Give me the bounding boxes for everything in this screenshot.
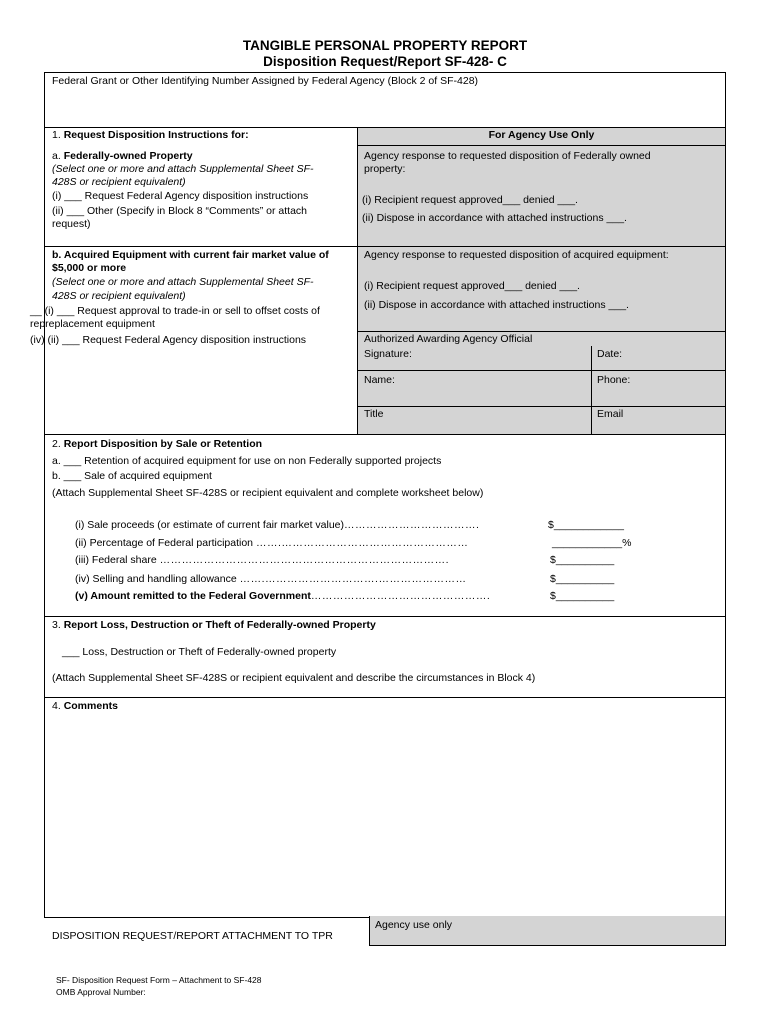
section1b-note-2: 428S or recipient equivalent) — [52, 290, 186, 302]
worksheet-row-iii-label: (iii) Federal share ……………………………………………………………………. — [75, 554, 450, 566]
agency-response-federal: Agency response to requested disposition of Federally owned — [364, 150, 651, 162]
section1b-option-i[interactable]: __ (i) ___ Request approval to trade-in or sell to offset costs of — [30, 305, 320, 317]
agency-federal-option-ii[interactable]: (ii) Dispose in accordance with attached instructions ___. — [362, 212, 627, 224]
section1a-option-ii-cont: request) — [52, 218, 91, 230]
worksheet-row-i-label: (i) Sale proceeds (or estimate of current fair market value)………………………………. — [75, 519, 480, 531]
official-heading: Authorized Awarding Agency Official — [364, 333, 533, 345]
section2-heading: 2. Report Disposition by Sale or Retention — [52, 438, 263, 450]
worksheet-row-iv-value[interactable]: $__________ — [550, 573, 615, 585]
footer-form-id: SF- Disposition Request Form – Attachment to SF-428 — [56, 975, 262, 985]
worksheet-row-ii-label: (ii) Percentage of Federal participation …….…………………………………………… — [75, 537, 469, 549]
title-field[interactable]: Title — [364, 408, 384, 420]
worksheet-row-iv-label: (iv) Selling and handling allowance …….………………………….…………………… — [75, 573, 467, 585]
section4-heading: 4. Comments — [52, 700, 118, 712]
section1b-title-2: $5,000 or more — [52, 262, 127, 274]
section3-attach-note: (Attach Supplemental Sheet SF-428S or recipient equivalent and describe the circumstances in Block 4) — [52, 672, 536, 684]
name-field[interactable]: Name: — [364, 374, 395, 386]
agency-use-header: For Agency Use Only — [488, 129, 595, 141]
worksheet-row-ii-value[interactable]: ____________% — [552, 537, 632, 549]
section1-heading: 1. Request Disposition Instructions for: — [52, 129, 249, 141]
worksheet-row-v-label: (v) Amount remitted to the Federal Government…………………………………………. — [75, 590, 491, 602]
form-subtitle: Disposition Request/Report SF-428- C — [263, 54, 507, 69]
agency-federal-option-i[interactable]: (i) Recipient request approved___ denied ___. — [362, 194, 578, 206]
comments-field[interactable] — [46, 716, 724, 914]
phone-field[interactable]: Phone: — [597, 374, 631, 386]
agency-acquired-option-ii[interactable]: (ii) Dispose in accordance with attached instructions ___. — [364, 299, 629, 311]
worksheet-row-iii-value[interactable]: $__________ — [550, 554, 615, 566]
agency-acquired-option-i[interactable]: (i) Recipient request approved___ denied ___. — [364, 280, 580, 292]
federal-grant-label: Federal Grant or Other Identifying Number Assigned by Federal Agency (Block 2 of SF-428) — [52, 75, 479, 87]
agency-response-acquired: Agency response to requested disposition of acquired equipment: — [364, 249, 669, 261]
signature-field[interactable]: Signature: — [364, 348, 412, 360]
section2-attach-note: (Attach Supplemental Sheet SF-428S or recipient equivalent and complete worksheet below) — [52, 487, 484, 499]
section1a-option-ii[interactable]: (ii) ___ Other (Specify in Block 8 “Comments” or attach — [52, 205, 308, 217]
worksheet-row-v-value[interactable]: $__________ — [550, 590, 615, 602]
section2-option-b[interactable]: b. ___ Sale of acquired equipment — [52, 470, 212, 482]
email-field[interactable]: Email — [597, 408, 624, 420]
section1a-option-i[interactable]: (i) ___ Request Federal Agency disposition instructions — [52, 190, 309, 202]
section1a-note: (Select one or more and attach Supplemental Sheet SF- — [52, 163, 314, 175]
section1b-option-ii[interactable]: (iv) (ii) ___ Request Federal Agency disposition instructions — [30, 334, 307, 346]
section1b-title: b. Acquired Equipment with current fair market value of — [52, 249, 329, 261]
section3-loss-option[interactable]: ___ Loss, Destruction or Theft of Federally-owned property — [62, 646, 337, 658]
form-title: TANGIBLE PERSONAL PROPERTY REPORT — [242, 38, 528, 53]
worksheet-row-i-value[interactable]: $____________ — [548, 519, 624, 531]
federal-grant-field[interactable] — [46, 90, 724, 126]
section1a-title: a. Federally-owned Property — [52, 150, 193, 162]
agency-use-only-label: Agency use only — [375, 919, 453, 931]
attachment-label: DISPOSITION REQUEST/REPORT ATTACHMENT TO TPR — [52, 930, 333, 942]
section1a-note-2: 428S or recipient equivalent) — [52, 176, 186, 188]
section3-heading: 3. Report Loss, Destruction or Theft of Federally-owned Property — [52, 619, 376, 631]
section1b-note: (Select one or more and attach Supplemental Sheet SF- — [52, 276, 314, 288]
footer-omb-number: OMB Approval Number: — [56, 987, 146, 997]
agency-response-federal-2: property: — [364, 163, 406, 175]
section1b-option-i-cont: repreplacement equipment — [30, 318, 155, 330]
section2-option-a[interactable]: a. ___ Retention of acquired equipment for use on non Federally supported projects — [52, 455, 442, 467]
date-field[interactable]: Date: — [597, 348, 623, 360]
